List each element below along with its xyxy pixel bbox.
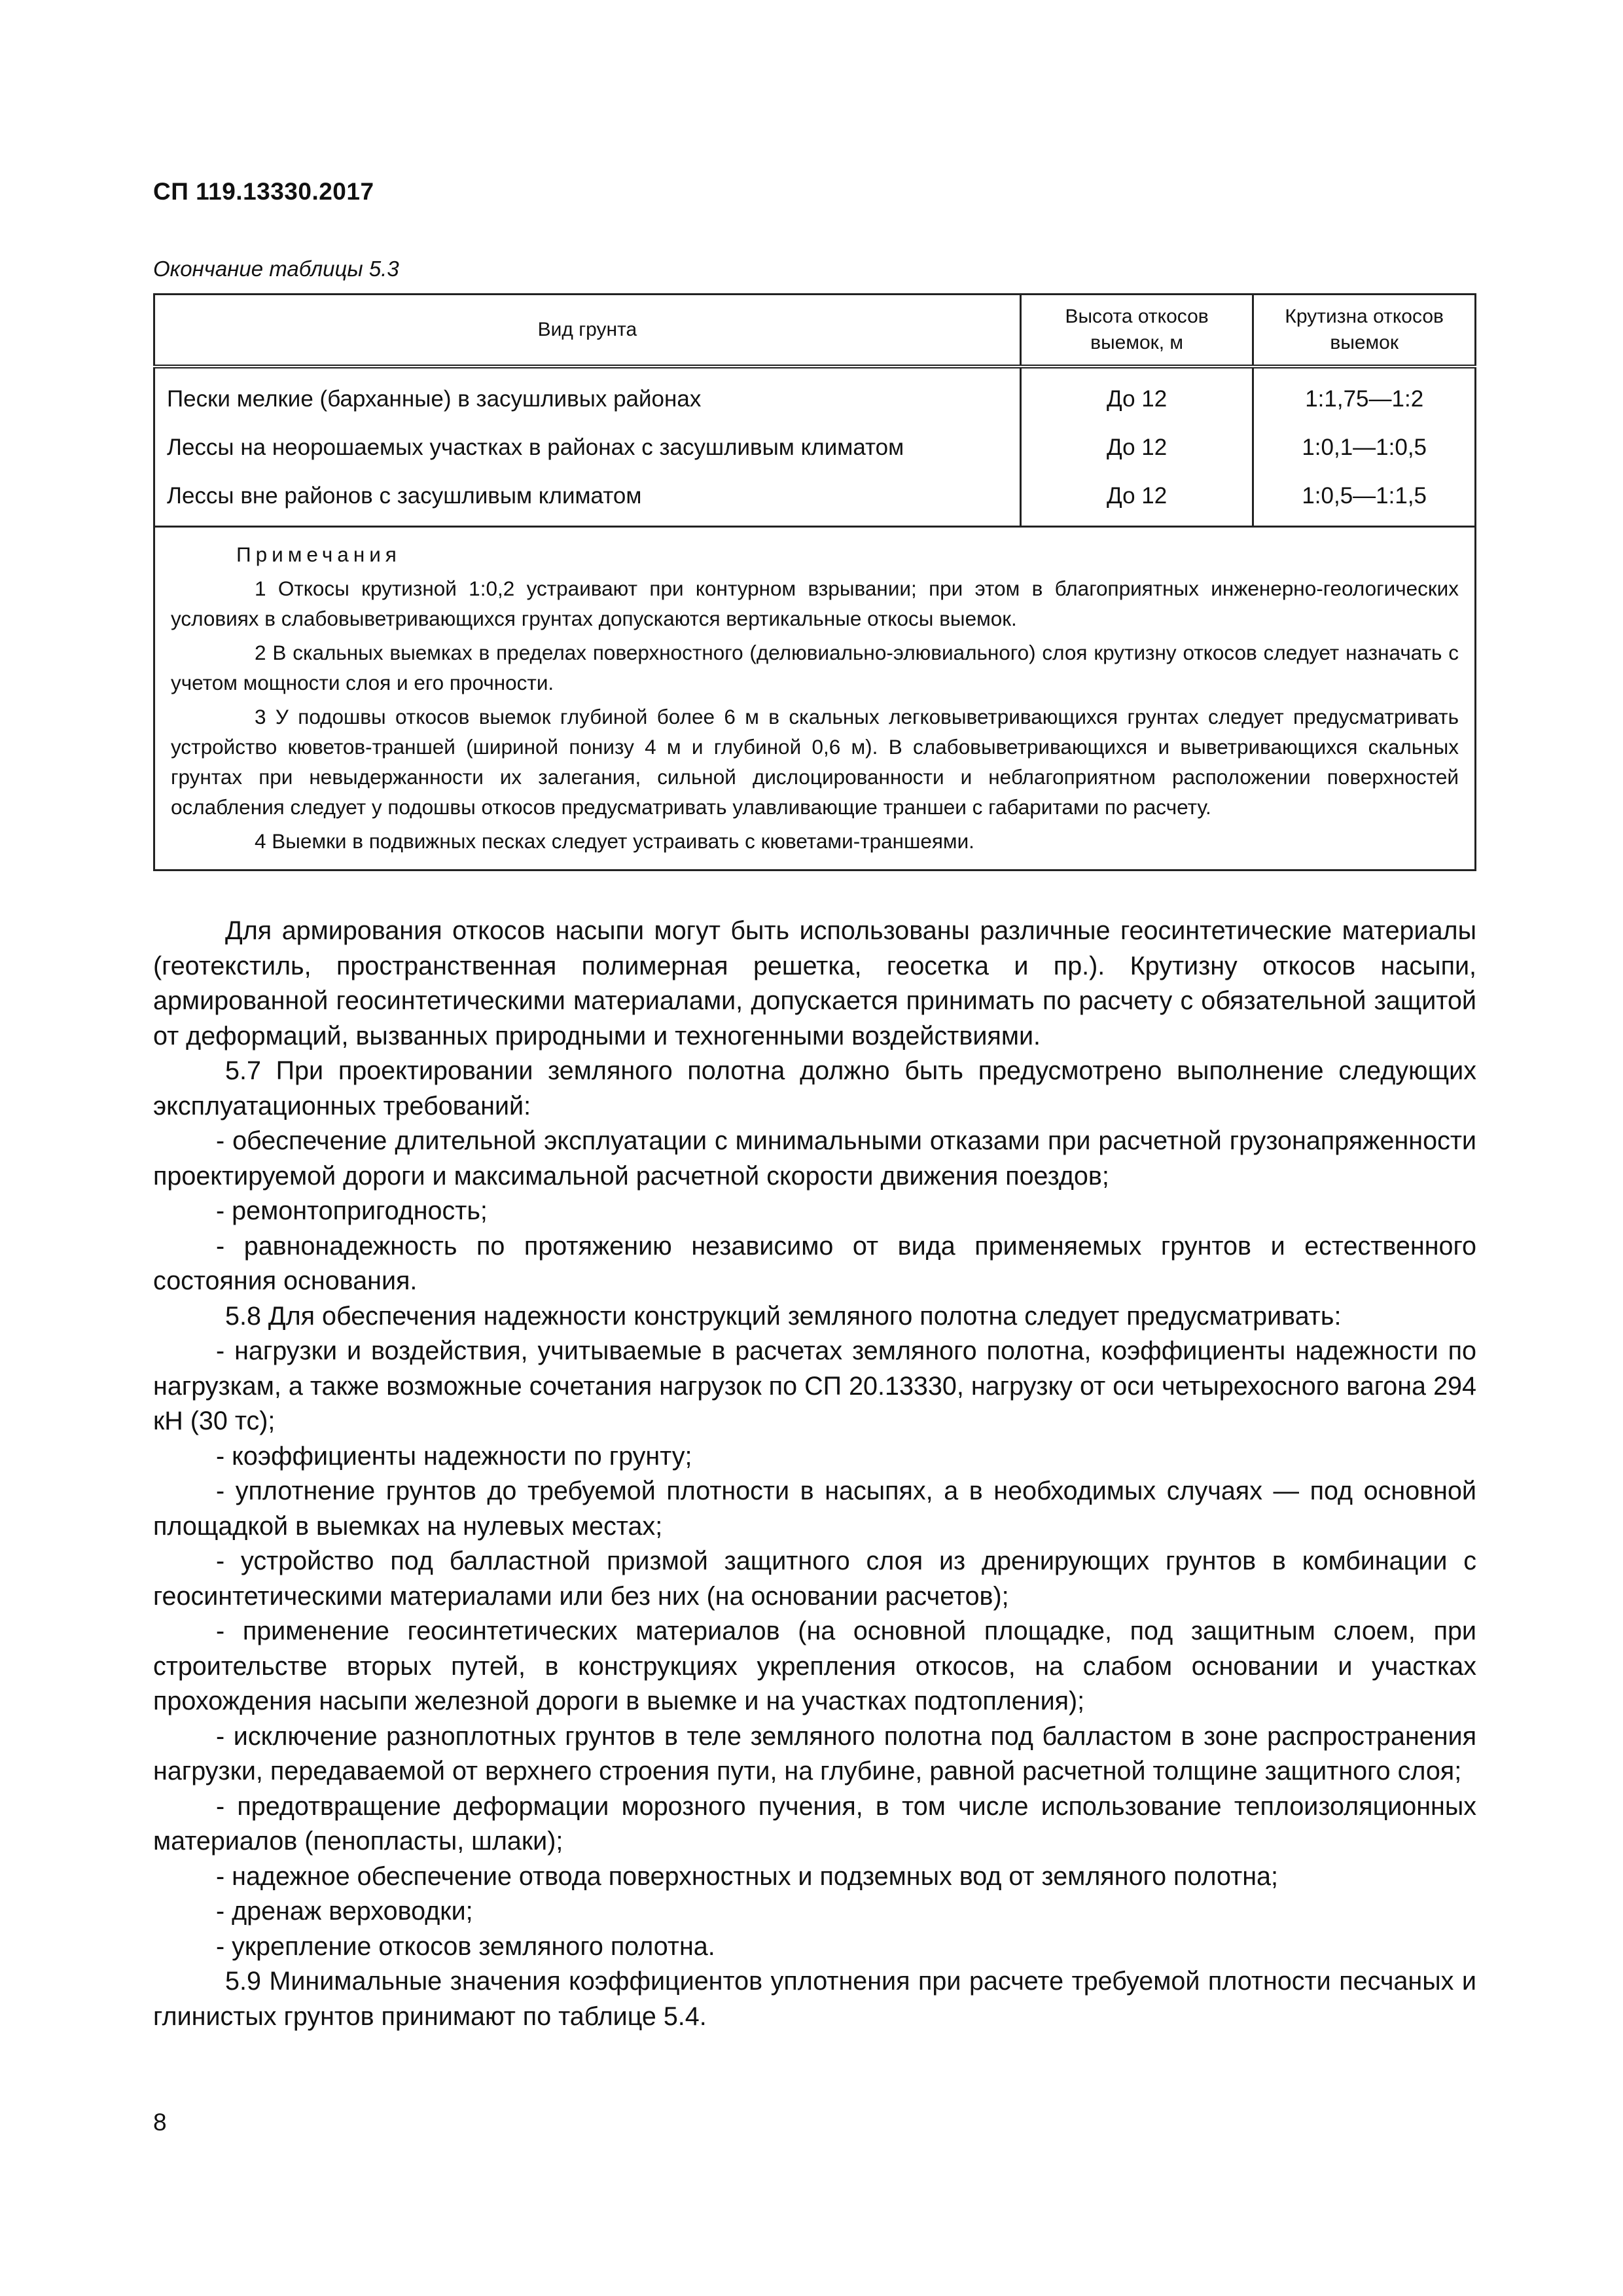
cell-soil-type: Пески мелкие (барханные) в засушливых районах xyxy=(154,367,1021,423)
list-item: - надежное обеспечение отвода поверхностных и подземных вод от земляного полотна; xyxy=(216,1861,1278,1891)
cell-slope-height: До 12 xyxy=(1020,367,1253,423)
soil-slope-table xyxy=(153,293,1476,871)
paragraph-geosynthetics: Для армирования откосов насыпи могут быть использованы различные геосинтетические материалы (геотекстиль, пространственная полимерная решетка, геосетка и пр.). Крутизну откосов насыпи, армированной геосинтетическими материалами, допускается принимать по расчету с обязательной защитой от деформаций, вызванных природными и техногенными воздействиями. xyxy=(153,916,1476,1050)
cell-slope-steepness: 1:1,75—1:2 xyxy=(1253,367,1476,423)
note-item: 4 Выемки в подвижных песках следует устраивать с кюветами-траншеями. xyxy=(255,829,974,853)
list-item: - равнонадежность по протяжению независимо от вида применяемых грунтов и естественного состояния основания. xyxy=(153,1231,1476,1295)
cell-soil-type: Лессы на неорошаемых участках в районах с засушливым климатом xyxy=(154,423,1021,472)
table-notes xyxy=(154,527,1476,870)
column-header-slope-steepness: Крутизна откосов выемок xyxy=(1253,295,1476,367)
list-item: - коэффициенты надежности по грунту; xyxy=(216,1441,692,1471)
list-item: - исключение разноплотных грунтов в теле земляного полотна под балластом в зоне распространения нагрузки, передаваемой от верхнего строения пути, на глубине, равной расчетной толщине защитного слоя; xyxy=(153,1721,1476,1785)
paragraph-5-7: 5.7 При проектировании земляного полотна должно быть предусмотрено выполнение следующих эксплуатационных требований: xyxy=(153,1056,1476,1121)
table-row xyxy=(154,367,1476,423)
notes-title: Примечания xyxy=(236,543,401,566)
list-item: - нагрузки и воздействия, учитываемые в расчетах земляного полотна, коэффициенты надежности по нагрузкам, а также возможные сочетания нагрузок по СП 20.13330, нагрузку от оси четырехосного вагона 294 кН (30 тс); xyxy=(153,1336,1476,1435)
column-header-soil-type: Вид грунта xyxy=(154,295,1021,367)
page-number: 8 xyxy=(153,2109,167,2136)
paragraph-5-9: 5.9 Минимальные значения коэффициентов уплотнения при расчете требуемой плотности песчаных и глинистых грунтов принимают по таблице 5.4. xyxy=(153,1967,1476,2031)
cell-soil-type: Лессы вне районов с засушливым климатом xyxy=(154,472,1021,527)
list-item: - укрепление откосов земляного полотна. xyxy=(216,1931,715,1961)
column-header-slope-height: Высота откосов выемок, м xyxy=(1020,295,1253,367)
body-text xyxy=(153,914,1476,2034)
note-item: 3 У подошвы откосов выемок глубиной более 6 м в скальных легковыветривающихся грунтах следует предусматривать устройство кюветов-траншей (шириной понизу 4 м и глубиной 0,6 м). В слабовыветривающихся и выветривающихся скальных грунтах при невыдержанности их залегания, сильной дислоцированности и неблагоприятном расположении поверхностей ослабления следует у подошвы откосов предусматривать улавливающие траншеи с габаритами по расчету. xyxy=(171,705,1459,819)
table-header-row xyxy=(154,295,1476,367)
list-item: - предотвращение деформации морозного пучения, в том числе использование теплоизоляционных материалов (пенопласты, шлаки); xyxy=(153,1791,1476,1856)
table-caption: Окончание таблицы 5.3 xyxy=(153,257,399,281)
list-item: - ремонтопригодность; xyxy=(216,1196,488,1225)
cell-slope-height: До 12 xyxy=(1020,423,1253,472)
table-row xyxy=(154,423,1476,472)
list-item: - дренаж верховодки; xyxy=(216,1897,473,1926)
document-code: СП 119.13330.2017 xyxy=(153,178,374,205)
list-item: - устройство под балластной призмой защитного слоя из дренирующих грунтов в комбинации с геосинтетическими материалами или без них (на основании расчетов); xyxy=(153,1547,1476,1611)
list-item: - применение геосинтетических материалов (на основной площадке, под защитным слоем, при строительстве вторых путей, в конструкциях укрепления откосов, на слабом основании и участках прохождения насыпи железной дороги в выемке и на участках подтопления); xyxy=(153,1617,1476,1715)
table-row xyxy=(154,472,1476,527)
cell-slope-height: До 12 xyxy=(1020,472,1253,527)
note-item: 2 В скальных выемках в пределах поверхностного (делювиально-элювиального) слоя крутизну откосов следует назначать с учетом мощности слоя и его прочности. xyxy=(171,641,1459,694)
cell-slope-steepness: 1:0,5—1:1,5 xyxy=(1253,472,1476,527)
cell-slope-steepness: 1:0,1—1:0,5 xyxy=(1253,423,1476,472)
table-notes-row xyxy=(154,527,1476,870)
note-item: 1 Откосы крутизной 1:0,2 устраивают при контурном взрывании; при этом в благоприятных инженерно-геологических условиях в слабовыветривающихся грунтах допускаются вертикальные откосы выемок. xyxy=(171,577,1459,630)
list-item: - обеспечение длительной эксплуатации с минимальными отказами при расчетной грузонапряженности проектируемой дороги и максимальной расчетной скорости движения поездов; xyxy=(153,1126,1476,1191)
paragraph-5-8: 5.8 Для обеспечения надежности конструкций земляного полотна следует предусматривать: xyxy=(225,1301,1342,1331)
list-item: - уплотнение грунтов до требуемой плотности в насыпях, а в необходимых случаях — под основной площадкой в выемках на нулевых местах; xyxy=(153,1477,1476,1541)
